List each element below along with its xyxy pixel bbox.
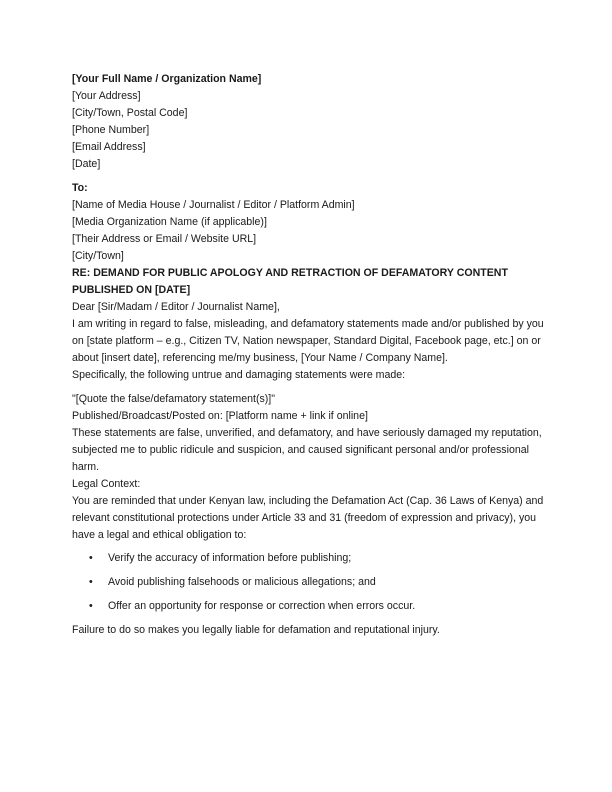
intro-paragraph: I am writing in regard to false, misleading, and defamatory statements made and/or published by you on [state platform – e.g., Citizen TV, Nation newspaper, Standard Digital, Facebook page, etc.] on or about [insert date], referencing me/my business, [Your Name / Company Name]. <box>72 318 544 364</box>
damage-paragraph: These statements are false, unverified, and defamatory, and have seriously damaged my reputation, subjected me to public ridicule and suspicion, and caused significant personal and/or professional harm. <box>72 427 542 473</box>
sender-date: [Date] <box>72 158 101 170</box>
letter-body <box>72 71 544 639</box>
sender-email: [Email Address] <box>72 141 146 153</box>
obligation-text: Offer an opportunity for response or correction when errors occur. <box>108 600 416 612</box>
list-item <box>72 550 544 567</box>
obligation-text: Avoid publishing falsehoods or malicious allegations; and <box>108 576 376 588</box>
quote-line: "[Quote the false/defamatory statement(s)]" <box>72 393 276 405</box>
recipient-block <box>72 180 544 265</box>
sender-block <box>72 71 544 173</box>
legal-context-paragraph: You are reminded that under Kenyan law, including the Defamation Act (Cap. 36 Laws of Kenya) and relevant constitutional protections under Article 33 and 31 (freedom of expression and privacy), you have a legal and ethical obligation to: <box>72 495 544 541</box>
bullet-icon: • <box>89 552 93 564</box>
subject-line: RE: DEMAND FOR PUBLIC APOLOGY AND RETRACTION OF DEFAMATORY CONTENT PUBLISHED ON [DATE] <box>72 267 508 296</box>
bullet-icon: • <box>89 600 93 612</box>
sender-city: [City/Town, Postal Code] <box>72 107 188 119</box>
recipient-organization: [Media Organization Name (if applicable)] <box>72 216 267 228</box>
quote-block <box>72 391 544 425</box>
to-label: To: <box>72 182 88 194</box>
obligations-list <box>72 550 544 615</box>
obligation-text: Verify the accuracy of information before publishing; <box>108 552 352 564</box>
failure-paragraph: Failure to do so makes you legally liable for defamation and reputational injury. <box>72 624 440 636</box>
sender-phone: [Phone Number] <box>72 124 150 136</box>
list-item <box>72 574 544 591</box>
list-item <box>72 598 544 615</box>
recipient-name: [Name of Media House / Journalist / Editor / Platform Admin] <box>72 199 355 211</box>
sender-name: [Your Full Name / Organization Name] <box>72 73 262 85</box>
sender-address: [Your Address] <box>72 90 141 102</box>
salutation: Dear [Sir/Madam / Editor / Journalist Name], <box>72 301 280 313</box>
recipient-address: [Their Address or Email / Website URL] <box>72 233 257 245</box>
legal-context-heading: Legal Context: <box>72 478 141 490</box>
published-line: Published/Broadcast/Posted on: [Platform name + link if online] <box>72 410 368 422</box>
specifically-paragraph: Specifically, the following untrue and damaging statements were made: <box>72 369 406 381</box>
recipient-city: [City/Town] <box>72 250 124 262</box>
bullet-icon: • <box>89 576 93 588</box>
